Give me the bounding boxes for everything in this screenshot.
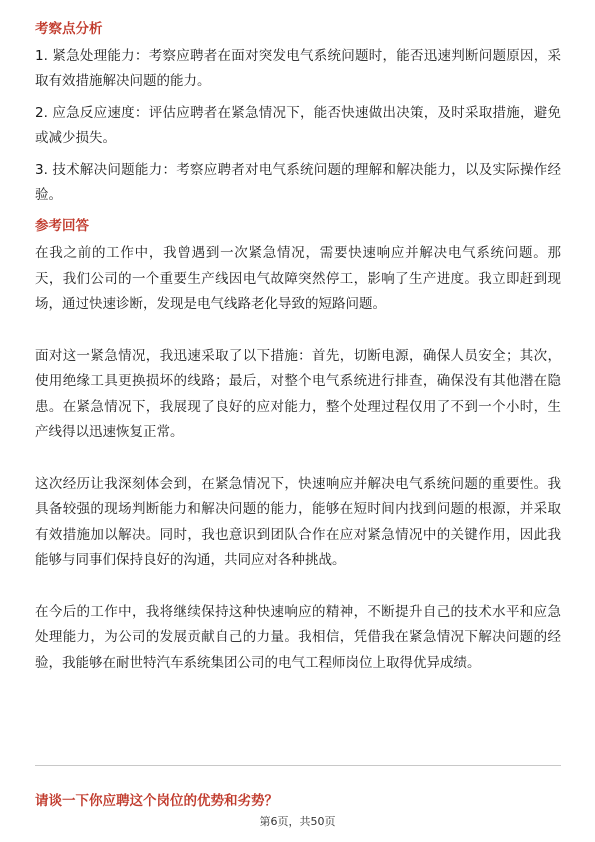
answer-paragraph: 在今后的工作中，我将继续保持这种快速响应的精神，不断提升自己的技术水平和应急处理能力，为公司的发展贡献自己的力量。我相信，凭借我在紧急情况下解决问题的经验，我能够在耐世特汽车系统集团公司的电气工程师岗位上取得优异成绩。: [35, 603, 561, 671]
page-number: 第6页，共50页: [259, 815, 336, 828]
analysis-item: 2. 应急反应速度：评估应聘者在紧急情况下，能否快速做出决策，及时采取措施，避免或减少损失。: [35, 105, 561, 146]
analysis-item: 3. 技术解决问题能力：考察应聘者对电气系统问题的理解和解决能力，以及实际操作经验。: [35, 162, 561, 203]
answer-paragraph: 这次经历让我深刻体会到，在紧急情况下，快速响应并解决电气系统问题的重要性。我具备较强的现场判断能力和解决问题的能力，能够在短时间内找到问题的根源，并采取有效措施加以解决。同时，我也意识到团队合作在应对紧急情况中的关键作用，因此我能够与同事们保持良好的沟通，共同应对各种挑战。: [35, 475, 561, 568]
next-question: 请谈一下你应聘这个岗位的优势和劣势？: [35, 793, 278, 809]
paragraph-gap: [35, 318, 561, 344]
paragraph-gap: [35, 574, 561, 600]
answer-paragraph: 面对这一紧急情况，我迅速采取了以下措施：首先，切断电源，确保人员安全；其次，使用绝缘工具更换损坏的线路；最后，对整个电气系统进行排查，确保没有其他潜在隐患。在紧急情况下，我展现了良好的应对能力，整个处理过程仅用了不到一个小时，生产线得以迅速恢复正常。: [35, 347, 561, 440]
page-content: [35, 18, 561, 676]
divider: [35, 765, 561, 766]
analysis-item: 1. 紧急处理能力：考察应聘者在面对突发电气系统问题时，能否迅速判断问题原因，采取有效措施解决问题的能力。: [35, 48, 561, 89]
answer-title: 参考回答: [35, 218, 89, 234]
answer-paragraph: 在我之前的工作中，我曾遇到一次紧急情况，需要快速响应并解决电气系统问题。那天，我们公司的一个重要生产线因电气故障突然停工，影响了生产进度。我立即赶到现场，通过快速诊断，发现是电气线路老化导致的短路问题。: [35, 245, 561, 312]
paragraph-gap: [35, 446, 561, 472]
analysis-title: 考察点分析: [35, 21, 103, 37]
